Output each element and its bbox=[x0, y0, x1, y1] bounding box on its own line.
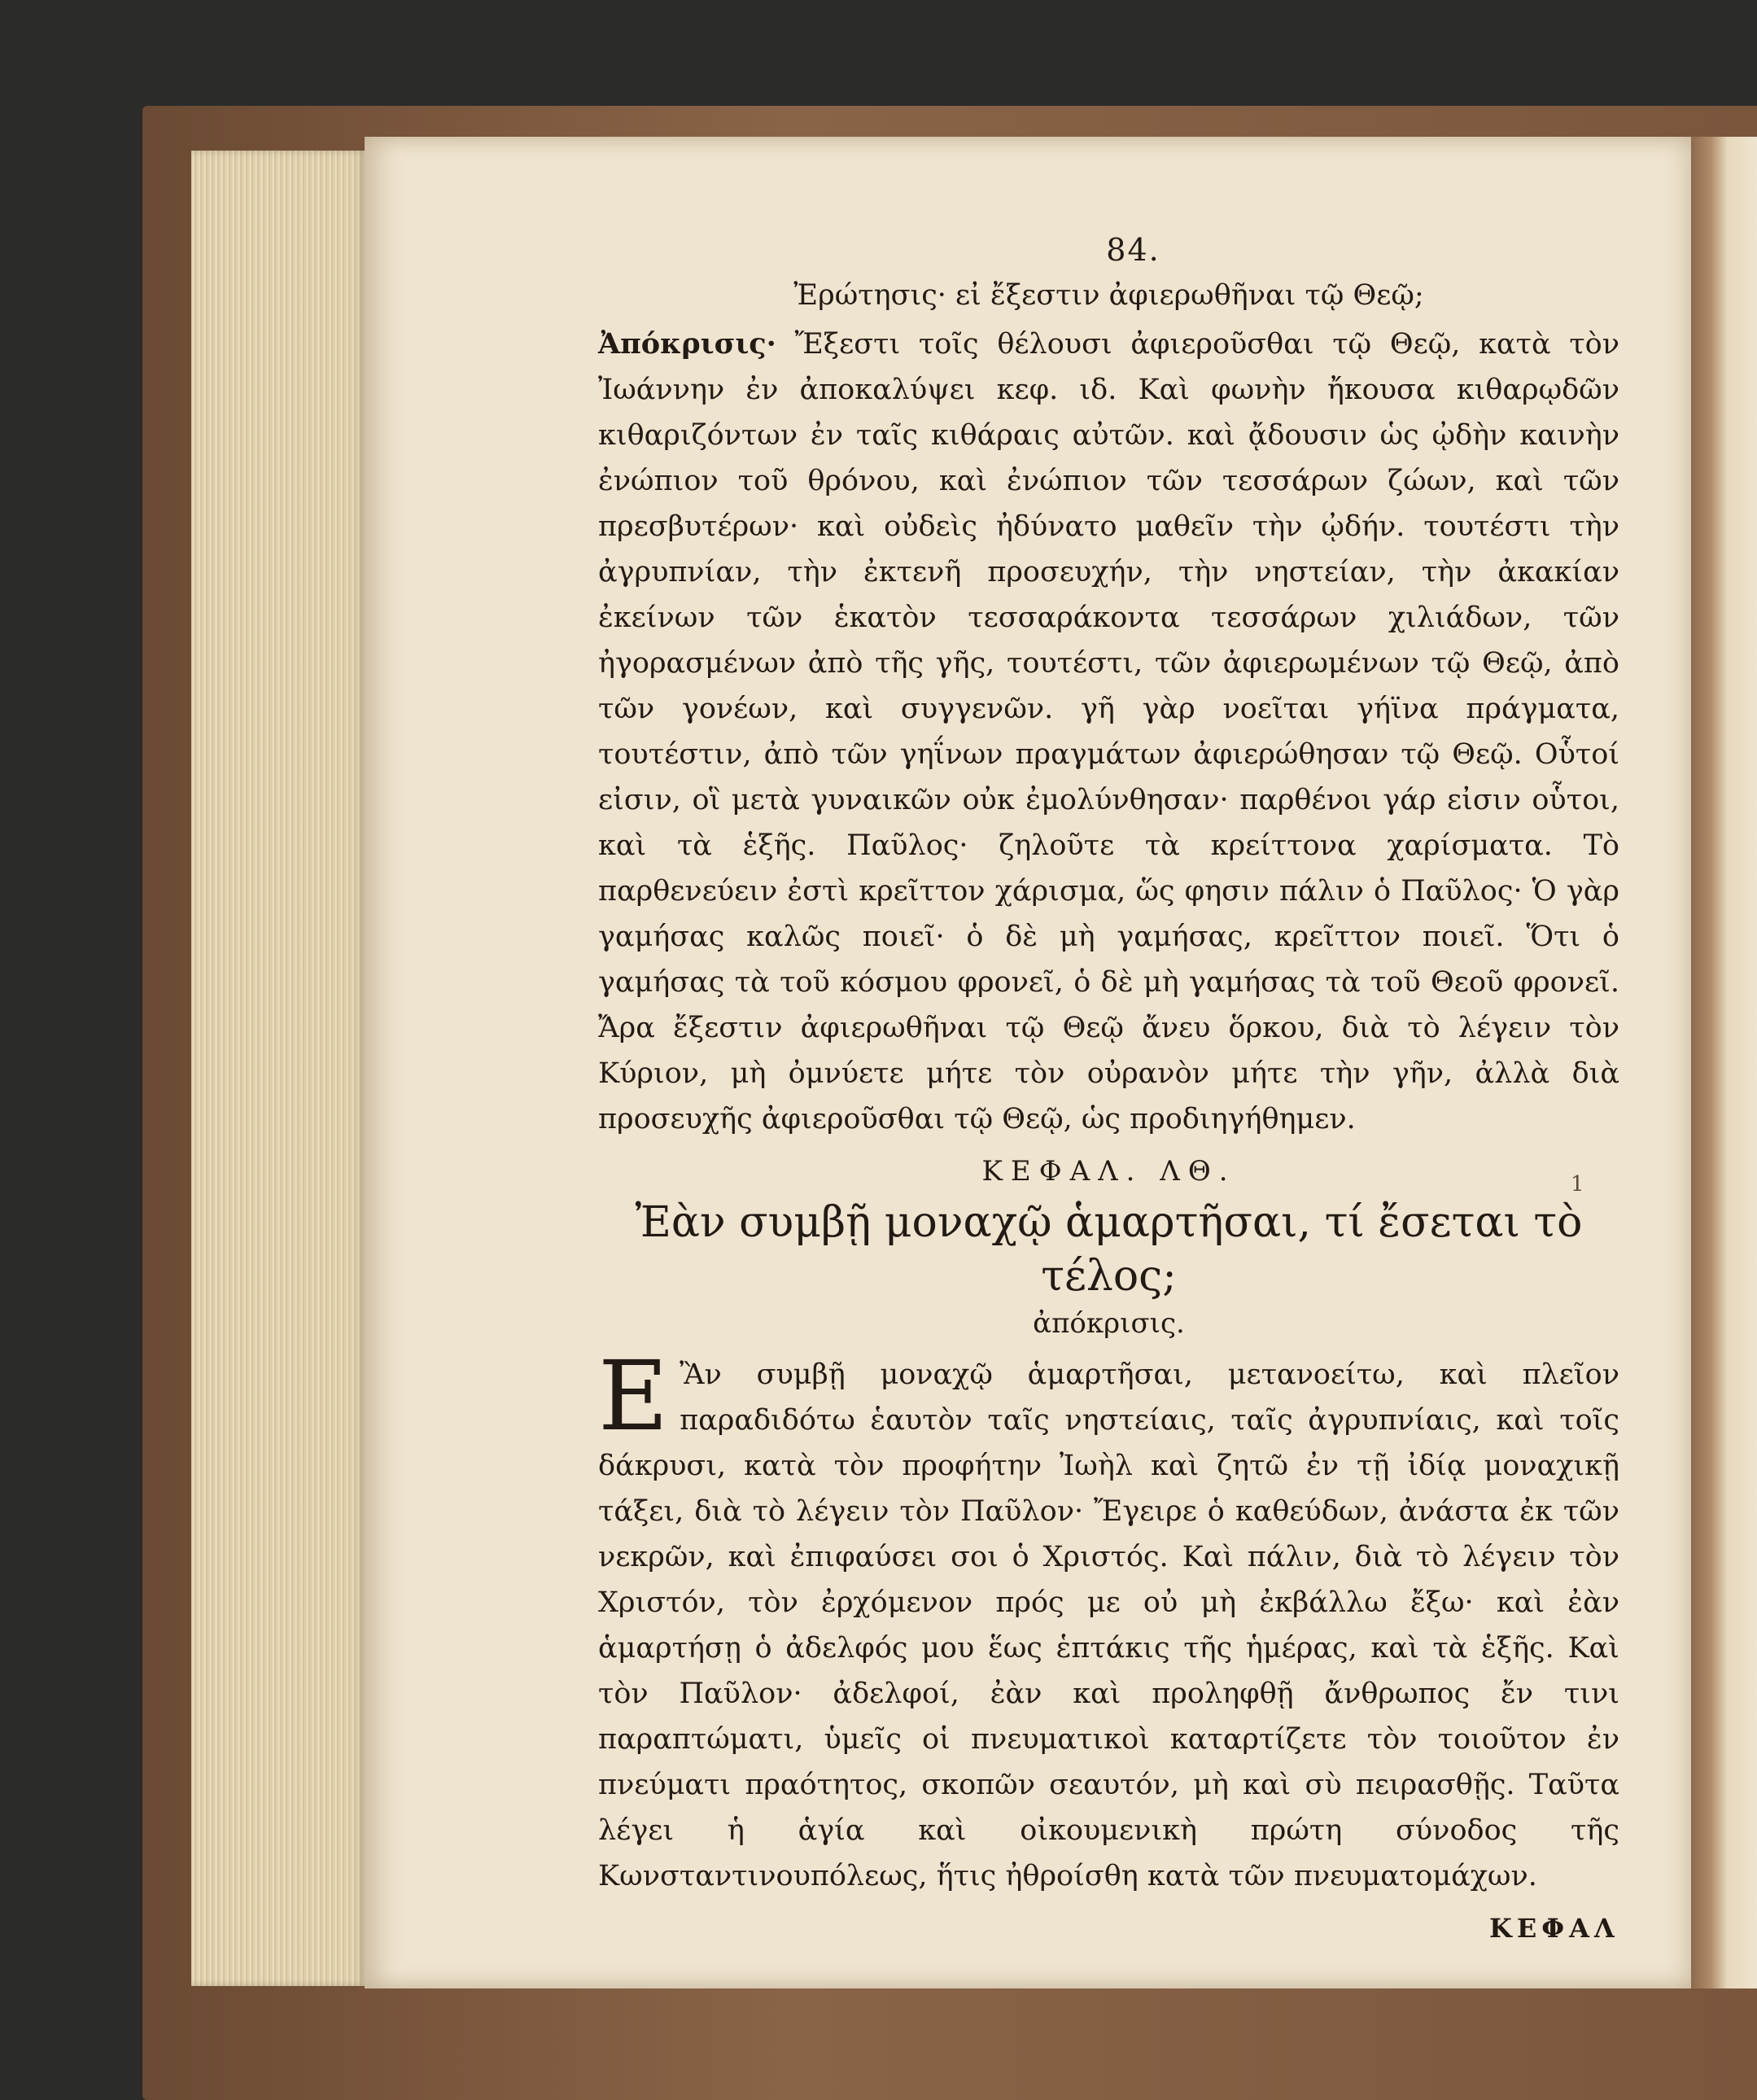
chapter-title: Ἐὰν συμβῇ μοναχῷ ἁμαρτῆσαι, τί ἔσεται τὸ τέλος; bbox=[635, 1198, 1583, 1301]
answer-paragraph bbox=[598, 322, 1619, 1142]
chapter-heading: ΚΕΦΑΛ. ΛΘ. bbox=[981, 1155, 1236, 1188]
drop-cap-initial: Ε bbox=[598, 1340, 669, 1452]
page-edges bbox=[191, 151, 366, 1986]
chapter-paragraph-text: Ἂν συμβῇ μοναχῷ ἁμαρτῆσαι, μετανοείτω, καὶ πλεῖον παραδιδότω ἑαυτὸν ταῖς νηστείαις, ταῖς ἀγρυπνίαις, καὶ τοῖς δάκρυσι, κατὰ τὸν προφήτην Ἰωὴλ καὶ ζητῶ ἐν τῇ ἰδίᾳ μοναχικῇ τάξει, διὰ τὸ λέγειν τὸν Παῦλον· Ἔγειρε ὁ καθεύδων, ἀνάστα ἐκ τῶν νεκρῶν, καὶ ἐπιφαύσει σοι ὁ Χριστός. Καὶ πάλιν, διὰ τὸ λέγειν τὸν Χριστόν, τὸν ἐρχόμενον πρός με οὐ μὴ ἐκβάλλω ἔξω· καὶ ἐὰν ἁμαρτήσῃ ὁ ἀδελφός μου ἕως ἑπτάκις τῆς ἡμέρας, καὶ τὰ ἑξῆς. Καὶ τὸν Παῦλον· ἀδελφοί, ἐὰν καὶ προληφθῇ ἄνθρωπος ἔν τινι παραπτώματι, ὑμεῖς οἱ πνευματικοὶ καταρτίζετε τὸν τοιοῦτον ἐν πνεύματι πραότητος, σκοπῶν σεαυτόν, μὴ καὶ σὺ πειρασθῇς. Ταῦτα λέγει ἡ ἁγία καὶ οἰκουμενικὴ πρώτη σύνοδος τῆς Κωνσταντινουπόλεως, ἥτις ἠθροίσθη κατὰ τῶν πνευματομάχων. bbox=[598, 1358, 1619, 1892]
chapter-paragraph bbox=[598, 1340, 1619, 1899]
question-heading: Ἐρώτησις· εἰ ἔξεστιν ἀφιερωθῆναι τῷ Θεῷ; bbox=[793, 279, 1424, 312]
answer-label: Ἀπόκρισις· bbox=[598, 327, 776, 361]
facing-page-edge bbox=[1691, 137, 1757, 1988]
catchword: ΚΕΦΑΛ bbox=[1489, 1913, 1619, 1944]
chapter-subtitle: ἀπόκρισις. bbox=[1033, 1307, 1185, 1340]
page-number: 84. bbox=[1106, 232, 1160, 268]
page-text bbox=[598, 232, 1619, 1899]
answer-text: Ἔξεστι τοῖς θέλουσι ἀφιεροῦσθαι τῷ Θεῷ, κατὰ τὸν Ἰωάννην ἐν ἀποκαλύψει κεφ. ιδ. Καὶ φωνὴν ἤκουσα κιθαρῳδῶν κιθαριζόντων ἐν ταῖς κιθάραις αὐτῶν. καὶ ᾄδουσιν ὡς ᾠδὴν καινὴν ἐνώπιον τοῦ θρόνου, καὶ ἐνώπιον τῶν τεσσάρων ζώων, καὶ τῶν πρεσβυτέρων· καὶ οὐδεὶς ἠδύνατο μαθεῖν τὴν ᾠδήν. τουτέστι τὴν ἀγρυπνίαν, τὴν ἐκτενῆ προσευχήν, τὴν νηστείαν, τὴν ἀκακίαν ἐκείνων τῶν ἑκατὸν τεσσαράκοντα τεσσάρων χιλιάδων, τῶν ἠγορασμένων ἀπὸ τῆς γῆς, τουτέστι, τῶν ἀφιερωμένων τῷ Θεῷ, ἀπὸ τῶν γονέων, καὶ συγγενῶν. γῆ γὰρ νοεῖται γήϊνα πράγματα, τουτέστιν, ἀπὸ τῶν γηΐνων πραγμάτων ἀφιερώθησαν τῷ Θεῷ. Οὗτοί εἰσιν, οἳ μετὰ γυναικῶν οὐκ ἐμολύνθησαν· παρθένοι γάρ εἰσιν οὗτοι, καὶ τὰ ἑξῆς. Παῦλος· ζηλοῦτε τὰ κρείττονα χαρίσματα. Τὸ παρθενεύειν ἐστὶ κρεῖττον χάρισμα, ὥς φησιν πάλιν ὁ Παῦλος· Ὁ γὰρ γαμήσας καλῶς ποιεῖ· ὁ δὲ μὴ γαμήσας, κρεῖττον ποιεῖ. Ὅτι ὁ γαμήσας τὰ τοῦ κόσμου φρονεῖ, ὁ δὲ μὴ γαμήσας τὰ τοῦ Θεοῦ φρονεῖ. Ἄρα ἔξεστιν ἀφιερωθῆναι τῷ Θεῷ ἄνευ ὅρκου, διὰ τὸ λέγειν τὸν Κύριον, μὴ ὀμνύετε μήτε τὸν οὐρανὸν μήτε τὴν γῆν, ἀλλὰ διὰ προσευχῆς ἀφιεροῦσθαι τῷ Θεῷ, ὡς προδιηγήθημεν. bbox=[598, 328, 1619, 1135]
margin-mark: 1 bbox=[1571, 1172, 1584, 1197]
